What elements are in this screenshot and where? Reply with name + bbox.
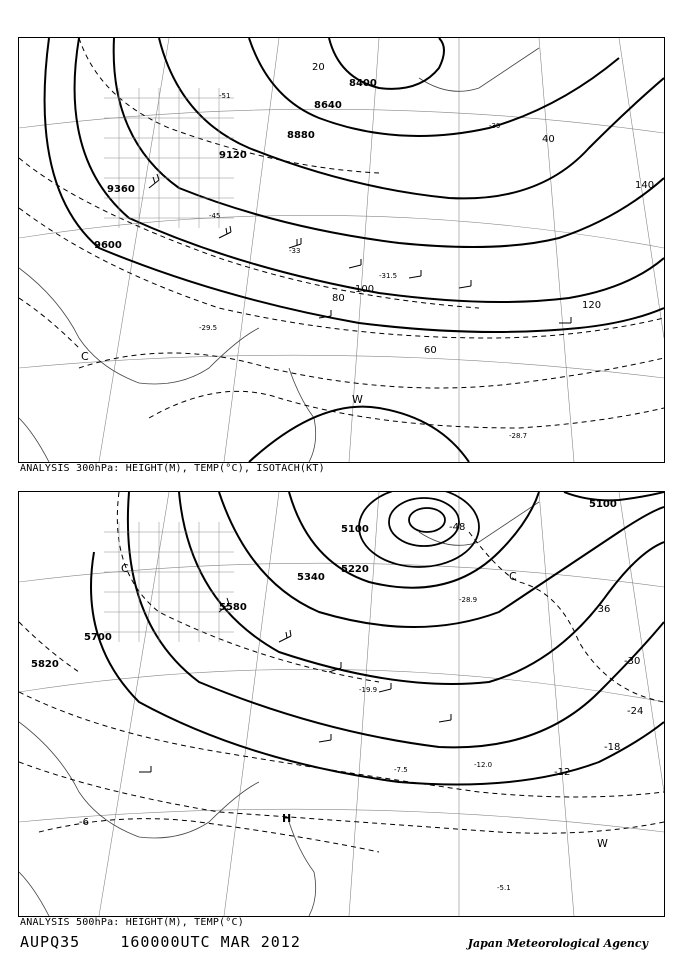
temp-sample: -33 xyxy=(289,247,301,255)
grid-hatch xyxy=(104,522,234,642)
graticule xyxy=(19,492,664,916)
station-sample: -19.9 xyxy=(359,686,378,694)
temp-sample: -31.5 xyxy=(379,272,398,280)
station-sample: -5.1 xyxy=(497,884,511,892)
height-label-5580: 5580 xyxy=(219,602,247,613)
height-label-9600: 9600 xyxy=(94,240,122,251)
isotach-label-20: 20 xyxy=(312,62,325,73)
height-label-5100: 5100 xyxy=(341,524,369,535)
upper-air-map-500hpa xyxy=(18,491,665,917)
isotach-label-40: 40 xyxy=(542,134,555,145)
isotherm-label-24: -24 xyxy=(627,706,644,717)
isotach-label-100: 100 xyxy=(355,284,375,295)
height-label-5100-ne: 5100 xyxy=(589,499,617,510)
height-label-8880: 8880 xyxy=(287,130,315,141)
jet-hatch xyxy=(104,88,234,228)
height-label-5700: 5700 xyxy=(84,632,112,643)
station-sample: -12.0 xyxy=(474,761,493,769)
isotach-labels xyxy=(312,62,654,356)
upper-map-caption: ANALYSIS 300hPa: HEIGHT(M), TEMP(°C), ISOTACH(KT) xyxy=(20,463,325,474)
lower-map-canvas xyxy=(19,492,664,916)
isotach-label-140: 140 xyxy=(635,180,655,191)
isotherm-label-30: -30 xyxy=(624,656,641,667)
lower-map-caption: ANALYSIS 500hPa: HEIGHT(M), TEMP(°C) xyxy=(20,917,244,928)
isotherm-label-6: -6 xyxy=(79,817,89,828)
temp-sample: -45 xyxy=(209,212,221,220)
height-label-8400: 8400 xyxy=(349,78,377,89)
isotach-label-120: 120 xyxy=(582,300,602,311)
temp-sample: -51 xyxy=(219,92,231,100)
station-samples xyxy=(359,596,511,892)
station-sample: -28.9 xyxy=(459,596,478,604)
station-sample: -7.5 xyxy=(394,766,408,774)
height-label-9120: 9120 xyxy=(219,150,247,161)
warm-center-marker: W xyxy=(352,393,363,406)
temp-sample: -28.7 xyxy=(509,432,528,440)
height-label-5340: 5340 xyxy=(297,572,325,583)
cold-center-marker: C xyxy=(81,350,89,363)
coastlines xyxy=(19,502,539,916)
isotach-lines xyxy=(19,38,664,428)
isotherm-label-36: -36 xyxy=(594,604,611,615)
height-label-5220: 5220 xyxy=(341,564,369,575)
height-contours xyxy=(91,492,664,785)
isotach-label-60: 60 xyxy=(424,345,437,356)
center-markers xyxy=(121,562,611,850)
upper-air-map-300hpa xyxy=(18,37,665,463)
cold-center-marker-2: C xyxy=(509,570,517,583)
coastlines xyxy=(19,48,539,462)
valid-time: 160000UTC MAR 2012 xyxy=(120,933,301,951)
isotach-label-80: 80 xyxy=(332,293,345,304)
height-label-8640: 8640 xyxy=(314,100,342,111)
wind-barbs xyxy=(149,174,571,323)
cold-center-marker: C xyxy=(121,562,129,575)
temp-sample: -39 xyxy=(489,122,501,130)
height-label-5820: 5820 xyxy=(31,659,59,670)
agency-credit: Japan Meteorological Agency xyxy=(467,937,648,950)
isotherm-label-48: -48 xyxy=(449,522,466,533)
high-center-marker: H xyxy=(282,812,292,825)
warm-center-marker: W xyxy=(597,837,608,850)
upper-map-canvas xyxy=(19,38,664,462)
height-label-9360: 9360 xyxy=(107,184,135,195)
chart-identifier xyxy=(20,933,301,951)
temp-sample: -29.5 xyxy=(199,324,218,332)
isotherm-label-12: -12 xyxy=(554,767,571,778)
chart-code: AUPQ35 xyxy=(20,933,81,951)
isotherm-label-18: -18 xyxy=(604,742,621,753)
